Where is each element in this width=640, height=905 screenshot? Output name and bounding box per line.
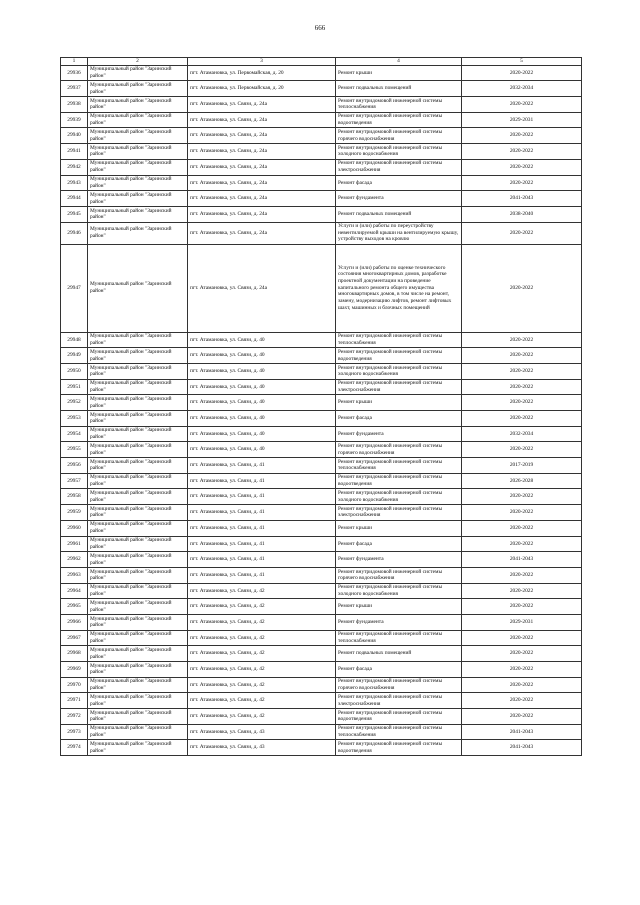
table-row — [61, 112, 582, 128]
table-row — [61, 191, 582, 207]
period-cell: 2020-2022 — [462, 159, 582, 175]
row-number-cell: 29972 — [61, 709, 88, 725]
municipality-cell: Муниципальный район "Заринский район" — [88, 348, 188, 364]
table-row — [61, 244, 582, 332]
row-number-cell: 29947 — [61, 244, 88, 332]
table-row — [61, 222, 582, 244]
table-row — [61, 411, 582, 427]
work-type-cell: Ремонт внутридомовой инженерной системы горячего водоснабжения — [336, 677, 462, 693]
row-number-cell: 29954 — [61, 426, 88, 442]
work-type-cell: Ремонт крыши — [336, 65, 462, 81]
address-cell: пгт. Атамановка, ул. Связи, д. 24а — [188, 191, 336, 207]
work-type-cell: Ремонт фундамента — [336, 614, 462, 630]
work-type-cell: Ремонт фундамента — [336, 552, 462, 568]
municipality-cell: Муниципальный район "Заринский район" — [88, 520, 188, 536]
table-row — [61, 458, 582, 474]
period-cell: 2020-2022 — [462, 489, 582, 505]
row-number-cell: 29941 — [61, 144, 88, 160]
municipality-cell: Муниципальный район "Заринский район" — [88, 128, 188, 144]
period-cell: 2041-2043 — [462, 552, 582, 568]
header-cell: 2 — [88, 58, 188, 66]
period-cell: 2038-2040 — [462, 206, 582, 222]
period-cell: 2020-2022 — [462, 442, 582, 458]
period-cell: 2020-2022 — [462, 363, 582, 379]
table-row — [61, 489, 582, 505]
table-row — [61, 395, 582, 411]
municipality-cell: Муниципальный район "Заринский район" — [88, 646, 188, 662]
row-number-cell: 29957 — [61, 473, 88, 489]
table-row — [61, 740, 582, 756]
row-number-cell: 29944 — [61, 191, 88, 207]
address-cell: пгт. Атамановка, ул. Связи, д. 24а — [188, 244, 336, 332]
work-type-cell: Ремонт внутридомовой инженерной системы теплоснабжения — [336, 630, 462, 646]
period-cell: 2020-2022 — [462, 332, 582, 348]
work-type-cell: Услуги и (или) работы по переустройству невентилируемой крыши на вентилируемую крышу, устройству выходов на кровлю — [336, 222, 462, 244]
row-number-cell: 29968 — [61, 646, 88, 662]
period-cell: 2020-2022 — [462, 599, 582, 615]
period-cell: 2020-2022 — [462, 630, 582, 646]
table-row — [61, 567, 582, 583]
work-type-cell: Ремонт внутридомовой инженерной системы горячего водоснабжения — [336, 567, 462, 583]
address-cell: пгт. Атамановка, ул. Связи, д. 41 — [188, 505, 336, 521]
row-number-cell: 29973 — [61, 724, 88, 740]
table-row — [61, 677, 582, 693]
address-cell: пгт. Атамановка, ул. Связи, д. 41 — [188, 552, 336, 568]
row-number-cell: 29950 — [61, 363, 88, 379]
address-cell: пгт. Атамановка, ул. Связи, д. 40 — [188, 332, 336, 348]
municipality-cell: Муниципальный район "Заринский район" — [88, 97, 188, 113]
work-type-cell: Ремонт внутридомовой инженерной системы горячего водоснабжения — [336, 128, 462, 144]
table-row — [61, 693, 582, 709]
work-type-cell: Услуги и (или) работы по оценке технического состояния многоквартирных домов, разработке проектной документации на проведение капитального ремонта общего имущества многоквартирных домов, в том числе на ремонт, замену, модернизацию лифтов, ремонт лифтовых шахт, машинных и блочных помещений — [336, 244, 462, 332]
row-number-cell: 29962 — [61, 552, 88, 568]
municipality-cell: Муниципальный район "Заринский район" — [88, 159, 188, 175]
address-cell: пгт. Атамановка, ул. Связи, д. 43 — [188, 724, 336, 740]
work-type-cell: Ремонт крыши — [336, 599, 462, 615]
address-cell: пгт. Атамановка, ул. Связи, д. 24а — [188, 175, 336, 191]
address-cell: пгт. Атамановка, ул. Связи, д. 41 — [188, 489, 336, 505]
municipality-cell: Муниципальный район "Заринский район" — [88, 206, 188, 222]
address-cell: пгт. Атамановка, ул. Связи, д. 42 — [188, 646, 336, 662]
row-number-cell: 29963 — [61, 567, 88, 583]
period-cell: 2032-2034 — [462, 426, 582, 442]
work-type-cell: Ремонт внутридомовой инженерной системы водоотведения — [336, 473, 462, 489]
municipality-cell: Муниципальный район "Заринский район" — [88, 426, 188, 442]
row-number-cell: 29974 — [61, 740, 88, 756]
period-cell: 2020-2022 — [462, 536, 582, 552]
address-cell: пгт. Атамановка, ул. Связи, д. 24а — [188, 222, 336, 244]
table-row — [61, 159, 582, 175]
address-cell: пгт. Атамановка, ул. Связи, д. 24а — [188, 128, 336, 144]
table-row — [61, 505, 582, 521]
address-cell: пгт. Атамановка, ул. Связи, д. 42 — [188, 693, 336, 709]
address-cell: пгт. Атамановка, ул. Связи, д. 40 — [188, 411, 336, 427]
row-number-cell: 29948 — [61, 332, 88, 348]
municipality-cell: Муниципальный район "Заринский район" — [88, 442, 188, 458]
row-number-cell: 29951 — [61, 379, 88, 395]
period-cell: 2029-2031 — [462, 112, 582, 128]
table-row — [61, 332, 582, 348]
table-row — [61, 144, 582, 160]
municipality-cell: Муниципальный район "Заринский район" — [88, 411, 188, 427]
municipality-cell: Муниципальный район "Заринский район" — [88, 536, 188, 552]
row-number-cell: 29965 — [61, 599, 88, 615]
row-number-cell: 29955 — [61, 442, 88, 458]
address-cell: пгт. Атамановка, ул. Связи, д. 42 — [188, 630, 336, 646]
work-type-cell: Ремонт внутридомовой инженерной системы горячего водоснабжения — [336, 442, 462, 458]
table-row — [61, 175, 582, 191]
address-cell: пгт. Атамановка, ул. Связи, д. 40 — [188, 426, 336, 442]
address-cell: пгт. Атамановка, ул. Первомайская, д. 20 — [188, 65, 336, 81]
municipality-cell: Муниципальный район "Заринский район" — [88, 489, 188, 505]
table-row — [61, 426, 582, 442]
work-type-cell: Ремонт внутридомовой инженерной системы водоотведения — [336, 112, 462, 128]
work-type-cell: Ремонт крыши — [336, 520, 462, 536]
row-number-cell: 29971 — [61, 693, 88, 709]
row-number-cell: 29943 — [61, 175, 88, 191]
address-cell: пгт. Атамановка, ул. Связи, д. 40 — [188, 395, 336, 411]
row-number-cell: 29952 — [61, 395, 88, 411]
table-row — [61, 128, 582, 144]
work-type-cell: Ремонт фундамента — [336, 191, 462, 207]
work-type-cell: Ремонт подвальных помещений — [336, 646, 462, 662]
table-header-row — [61, 58, 582, 66]
period-cell: 2026-2028 — [462, 473, 582, 489]
address-cell: пгт. Атамановка, ул. Связи, д. 41 — [188, 458, 336, 474]
table-row — [61, 646, 582, 662]
row-number-cell: 29949 — [61, 348, 88, 364]
page-number: 666 — [314, 24, 326, 32]
work-type-cell: Ремонт фасада — [336, 662, 462, 678]
row-number-cell: 29940 — [61, 128, 88, 144]
row-number-cell: 29966 — [61, 614, 88, 630]
period-cell: 2020-2022 — [462, 520, 582, 536]
address-cell: пгт. Атамановка, ул. Связи, д. 42 — [188, 677, 336, 693]
table-row — [61, 583, 582, 599]
table-row — [61, 363, 582, 379]
work-type-cell: Ремонт внутридомовой инженерной системы водоотведения — [336, 709, 462, 725]
municipality-cell: Муниципальный район "Заринский район" — [88, 630, 188, 646]
table-row — [61, 65, 582, 81]
table-row — [61, 442, 582, 458]
period-cell: 2020-2022 — [462, 677, 582, 693]
address-cell: пгт. Атамановка, ул. Связи, д. 24а — [188, 159, 336, 175]
address-cell: пгт. Атамановка, ул. Связи, д. 42 — [188, 599, 336, 615]
municipality-cell: Муниципальный район "Заринский район" — [88, 599, 188, 615]
period-cell: 2020-2022 — [462, 379, 582, 395]
table-row — [61, 81, 582, 97]
municipality-cell: Муниципальный район "Заринский район" — [88, 693, 188, 709]
work-type-cell: Ремонт крыши — [336, 395, 462, 411]
work-type-cell: Ремонт внутридомовой инженерной системы холодного водоснабжения — [336, 489, 462, 505]
address-cell: пгт. Атамановка, ул. Связи, д. 41 — [188, 520, 336, 536]
municipality-cell: Муниципальный район "Заринский район" — [88, 222, 188, 244]
table-row — [61, 552, 582, 568]
table-row — [61, 520, 582, 536]
work-type-cell: Ремонт внутридомовой инженерной системы электроснабжения — [336, 379, 462, 395]
municipality-cell: Муниципальный район "Заринский район" — [88, 473, 188, 489]
work-type-cell: Ремонт фасада — [336, 536, 462, 552]
period-cell: 2020-2022 — [462, 505, 582, 521]
row-number-cell: 29960 — [61, 520, 88, 536]
period-cell: 2032-2034 — [462, 81, 582, 97]
address-cell: пгт. Атамановка, ул. Связи, д. 42 — [188, 662, 336, 678]
period-cell: 2020-2022 — [462, 709, 582, 725]
period-cell: 2020-2022 — [462, 128, 582, 144]
table-row — [61, 662, 582, 678]
row-number-cell: 29938 — [61, 97, 88, 113]
period-cell: 2041-2043 — [462, 724, 582, 740]
period-cell: 2020-2022 — [462, 97, 582, 113]
table-row — [61, 379, 582, 395]
municipality-cell: Муниципальный район "Заринский район" — [88, 740, 188, 756]
municipality-cell: Муниципальный район "Заринский район" — [88, 583, 188, 599]
period-cell: 2029-2031 — [462, 614, 582, 630]
municipality-cell: Муниципальный район "Заринский район" — [88, 567, 188, 583]
municipality-cell: Муниципальный район "Заринский район" — [88, 332, 188, 348]
work-type-cell: Ремонт внутридомовой инженерной системы электроснабжения — [336, 505, 462, 521]
row-number-cell: 29959 — [61, 505, 88, 521]
work-type-cell: Ремонт внутридомовой инженерной системы теплоснабжения — [336, 724, 462, 740]
period-cell: 2020-2022 — [462, 144, 582, 160]
work-type-cell: Ремонт внутридомовой инженерной системы теплоснабжения — [336, 332, 462, 348]
work-type-cell: Ремонт подвальных помещений — [336, 206, 462, 222]
work-type-cell: Ремонт внутридомовой инженерной системы электроснабжения — [336, 159, 462, 175]
row-number-cell: 29969 — [61, 662, 88, 678]
municipality-cell: Муниципальный район "Заринский район" — [88, 662, 188, 678]
row-number-cell: 29956 — [61, 458, 88, 474]
address-cell: пгт. Атамановка, ул. Связи, д. 43 — [188, 740, 336, 756]
period-cell: 2020-2022 — [462, 693, 582, 709]
header-cell: 3 — [188, 58, 336, 66]
address-cell: пгт. Атамановка, ул. Связи, д. 41 — [188, 473, 336, 489]
period-cell: 2020-2022 — [462, 222, 582, 244]
address-cell: пгт. Атамановка, ул. Связи, д. 24а — [188, 206, 336, 222]
row-number-cell: 29961 — [61, 536, 88, 552]
period-cell: 2020-2022 — [462, 175, 582, 191]
municipality-cell: Муниципальный район "Заринский район" — [88, 244, 188, 332]
municipality-cell: Муниципальный район "Заринский район" — [88, 677, 188, 693]
work-type-cell: Ремонт внутридомовой инженерной системы водоотведения — [336, 740, 462, 756]
table-row — [61, 724, 582, 740]
table-row — [61, 599, 582, 615]
period-cell: 2020-2022 — [462, 348, 582, 364]
address-cell: пгт. Атамановка, ул. Связи, д. 41 — [188, 567, 336, 583]
work-type-cell: Ремонт внутридомовой инженерной системы водоотведения — [336, 348, 462, 364]
row-number-cell: 29946 — [61, 222, 88, 244]
period-cell: 2020-2022 — [462, 395, 582, 411]
work-type-cell: Ремонт внутридомовой инженерной системы холодного водоснабжения — [336, 363, 462, 379]
work-type-cell: Ремонт внутридомовой инженерной системы холодного водоснабжения — [336, 144, 462, 160]
municipality-cell: Муниципальный район "Заринский район" — [88, 614, 188, 630]
row-number-cell: 29942 — [61, 159, 88, 175]
work-type-cell: Ремонт подвальных помещений — [336, 81, 462, 97]
period-cell: 2020-2022 — [462, 583, 582, 599]
municipality-cell: Муниципальный район "Заринский район" — [88, 112, 188, 128]
address-cell: пгт. Атамановка, ул. Связи, д. 41 — [188, 536, 336, 552]
period-cell: 2020-2022 — [462, 244, 582, 332]
municipality-cell: Муниципальный район "Заринский район" — [88, 458, 188, 474]
period-cell: 2020-2022 — [462, 65, 582, 81]
address-cell: пгт. Атамановка, ул. Связи, д. 24а — [188, 97, 336, 113]
municipality-cell: Муниципальный район "Заринский район" — [88, 144, 188, 160]
work-type-cell: Ремонт фасада — [336, 411, 462, 427]
address-cell: пгт. Атамановка, ул. Связи, д. 42 — [188, 614, 336, 630]
table-row — [61, 630, 582, 646]
address-cell: пгт. Атамановка, ул. Первомайская, д. 20 — [188, 81, 336, 97]
municipality-cell: Муниципальный район "Заринский район" — [88, 395, 188, 411]
address-cell: пгт. Атамановка, ул. Связи, д. 24а — [188, 112, 336, 128]
header-cell: 4 — [336, 58, 462, 66]
period-cell: 2041-2043 — [462, 191, 582, 207]
address-cell: пгт. Атамановка, ул. Связи, д. 40 — [188, 363, 336, 379]
address-cell: пгт. Атамановка, ул. Связи, д. 42 — [188, 583, 336, 599]
row-number-cell: 29958 — [61, 489, 88, 505]
repair-schedule-table — [60, 57, 582, 756]
row-number-cell: 29970 — [61, 677, 88, 693]
table-row — [61, 473, 582, 489]
municipality-cell: Муниципальный район "Заринский район" — [88, 191, 188, 207]
municipality-cell: Муниципальный район "Заринский район" — [88, 724, 188, 740]
municipality-cell: Муниципальный район "Заринский район" — [88, 552, 188, 568]
work-type-cell: Ремонт внутридомовой инженерной системы электроснабжения — [336, 693, 462, 709]
municipality-cell: Муниципальный район "Заринский район" — [88, 65, 188, 81]
row-number-cell: 29945 — [61, 206, 88, 222]
row-number-cell: 29939 — [61, 112, 88, 128]
table-row — [61, 97, 582, 113]
period-cell: 2020-2022 — [462, 567, 582, 583]
row-number-cell: 29964 — [61, 583, 88, 599]
work-type-cell: Ремонт внутридомовой инженерной системы холодного водоснабжения — [336, 583, 462, 599]
row-number-cell: 29967 — [61, 630, 88, 646]
municipality-cell: Муниципальный район "Заринский район" — [88, 709, 188, 725]
work-type-cell: Ремонт внутридомовой инженерной системы теплоснабжения — [336, 458, 462, 474]
municipality-cell: Муниципальный район "Заринский район" — [88, 379, 188, 395]
period-cell: 2020-2022 — [462, 646, 582, 662]
municipality-cell: Муниципальный район "Заринский район" — [88, 175, 188, 191]
table-row — [61, 206, 582, 222]
row-number-cell: 29953 — [61, 411, 88, 427]
work-type-cell: Ремонт внутридомовой инженерной системы теплоснабжения — [336, 97, 462, 113]
period-cell: 2020-2022 — [462, 411, 582, 427]
address-cell: пгт. Атамановка, ул. Связи, д. 40 — [188, 442, 336, 458]
table-row — [61, 348, 582, 364]
period-cell: 2017-2019 — [462, 458, 582, 474]
period-cell: 2020-2022 — [462, 662, 582, 678]
address-cell: пгт. Атамановка, ул. Связи, д. 40 — [188, 379, 336, 395]
table-row — [61, 709, 582, 725]
header-cell: 5 — [462, 58, 582, 66]
municipality-cell: Муниципальный район "Заринский район" — [88, 81, 188, 97]
municipality-cell: Муниципальный район "Заринский район" — [88, 505, 188, 521]
work-type-cell: Ремонт фундамента — [336, 426, 462, 442]
table-row — [61, 614, 582, 630]
row-number-cell: 29937 — [61, 81, 88, 97]
municipality-cell: Муниципальный район "Заринский район" — [88, 363, 188, 379]
address-cell: пгт. Атамановка, ул. Связи, д. 42 — [188, 709, 336, 725]
address-cell: пгт. Атамановка, ул. Связи, д. 24а — [188, 144, 336, 160]
table-row — [61, 536, 582, 552]
work-type-cell: Ремонт фасада — [336, 175, 462, 191]
header-cell: 1 — [61, 58, 88, 66]
period-cell: 2041-2043 — [462, 740, 582, 756]
address-cell: пгт. Атамановка, ул. Связи, д. 40 — [188, 348, 336, 364]
row-number-cell: 29936 — [61, 65, 88, 81]
